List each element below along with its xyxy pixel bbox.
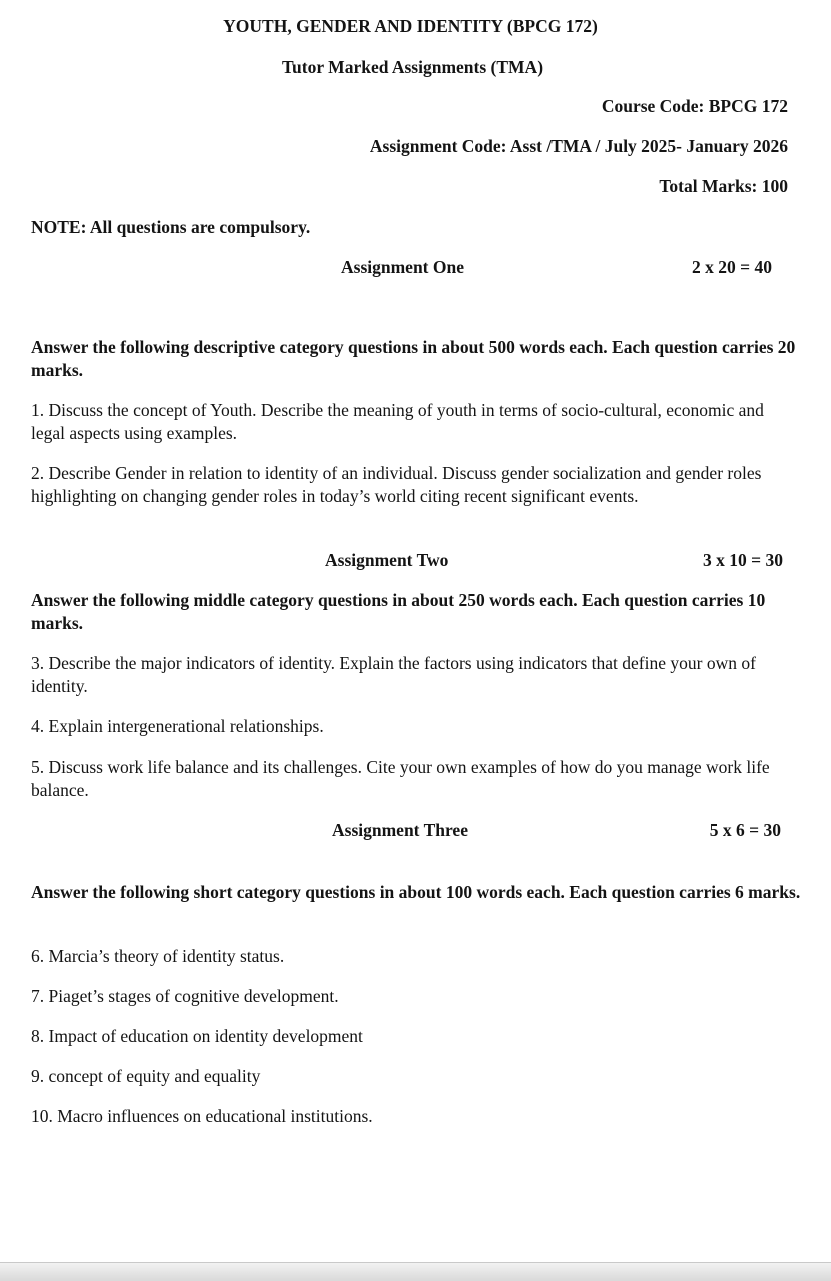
section-heading: Assignment Two [325, 550, 449, 570]
section-marks: 2 x 20 = 40 [692, 257, 772, 277]
question: 1. Discuss the concept of Youth. Describe the meaning of youth in terms of socio-cultural, economic and legal aspects using examples. [31, 400, 764, 443]
question: 8. Impact of education on identity development [31, 1026, 363, 1046]
section-instruction: Answer the following middle category questions in about 250 words each. Each question carries 10 marks. [31, 590, 766, 633]
document-subtitle: Tutor Marked Assignments (TMA) [281, 57, 544, 77]
question: 6. Marcia’s theory of identity status. [31, 946, 285, 966]
section-instruction: Answer the following short category questions in about 100 words each. Each question carries 6 marks. [31, 882, 801, 902]
course-code: Course Code: BPCG 172 [601, 96, 788, 116]
section-marks: 5 x 6 = 30 [709, 820, 781, 840]
section-heading: Assignment One [341, 257, 464, 277]
assignment-code: Assignment Code: Asst /TMA / July 2025- January 2026 [369, 136, 788, 156]
section-marks: 3 x 10 = 30 [703, 550, 783, 570]
question: 2. Describe Gender in relation to identity of an individual. Discuss gender socialization and gender roles highlighting on changing gender roles in today’s world citing recent significant events. [31, 463, 762, 506]
section-instruction: Answer the following descriptive category questions in about 500 words each. Each question carries 20 marks. [31, 337, 796, 380]
question: 5. Discuss work life balance and its challenges. Cite your own examples of how do you manage work life balance. [31, 757, 770, 800]
page-bottom-edge [0, 1262, 831, 1281]
document-title: YOUTH, GENDER AND IDENTITY (BPCG 172) [223, 16, 598, 36]
question: 9. concept of equity and equality [31, 1066, 261, 1086]
question: 7. Piaget’s stages of cognitive development. [31, 986, 339, 1006]
question: 3. Describe the major indicators of identity. Explain the factors using indicators that define your own of identity. [31, 653, 756, 696]
total-marks: Total Marks: 100 [659, 176, 788, 196]
question: 10. Macro influences on educational institutions. [31, 1106, 373, 1126]
note: NOTE: All questions are compulsory. [31, 217, 311, 237]
section-heading: Assignment Three [332, 820, 468, 840]
question: 4. Explain intergenerational relationships. [31, 716, 324, 736]
